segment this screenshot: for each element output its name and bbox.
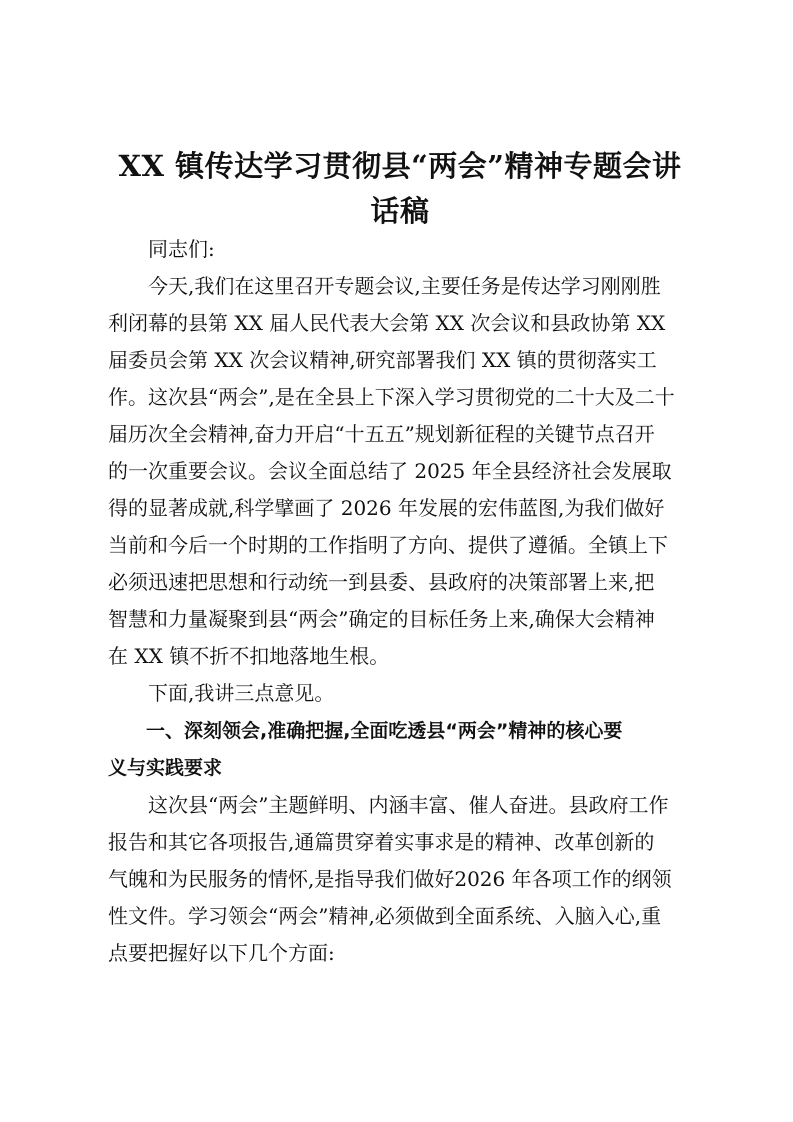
body-text-line: 报告和其它各项报告,通篇贯穿着实事求是的精神、改革创新的 <box>108 830 655 854</box>
body-text-line: 届历次全会精神,奋力开启“十五五”规划新征程的关键节点召开 <box>108 422 655 446</box>
section-heading-line: 义与实践要求 <box>108 757 223 779</box>
body-text-line: 得的显著成就,科学擘画了 2026 年发展的宏伟蓝图,为我们做好 <box>108 496 665 520</box>
body-text-line: 智慧和力量凝聚到县“两会”确定的目标任务上来,确保大会精神 <box>108 607 655 631</box>
body-text-line: 届委员会第 XX 次会议精神,研究部署我们 XX 镇的贯彻落实工 <box>108 348 657 372</box>
body-text-line: 下面,我讲三点意见。 <box>108 681 335 705</box>
document-title-line-1: XX 镇传达学习贯彻县“两会”精神专题会讲 <box>118 149 682 183</box>
body-text-line: 必须迅速把思想和行动统一到县委、县政府的决策部署上来,把 <box>108 570 655 594</box>
body-text-line: 在 XX 镇不折不扣地落地生根。 <box>108 644 390 668</box>
body-text-line: 性文件。学习领会“两会”精神,必须做到全面系统、入脑入心,重 <box>108 904 662 928</box>
body-text-line: 当前和今后一个时期的工作指明了方向、提供了遵循。全镇上下 <box>108 533 668 557</box>
body-text-line: 气魄和为民服务的情怀,是指导我们做好2026 年各项工作的纲领 <box>108 867 672 891</box>
body-text-line: 的一次重要会议。会议全面总结了 2025 年全县经济社会发展取 <box>108 459 672 483</box>
salutation: 同志们: <box>108 237 215 261</box>
section-heading-line: 一、深刻领会,准确把握,全面吃透县“两会”精神的核心要 <box>108 720 623 742</box>
body-text-line: 作。这次县“两会”,是在全县上下深入学习贯彻党的二十大及二十 <box>108 385 675 409</box>
body-text-line: 利闭幕的县第 XX 届人民代表大会第 XX 次会议和县政协第 XX <box>108 311 666 335</box>
body-text-line: 今天,我们在这里召开专题会议,主要任务是传达学习刚刚胜 <box>108 274 661 298</box>
body-text-line: 这次县“两会”主题鲜明、内涵丰富、催人奋进。县政府工作 <box>108 793 669 817</box>
body-text-line: 点要把握好以下几个方面: <box>108 941 335 965</box>
document-title-line-2: 话稿 <box>370 194 430 228</box>
